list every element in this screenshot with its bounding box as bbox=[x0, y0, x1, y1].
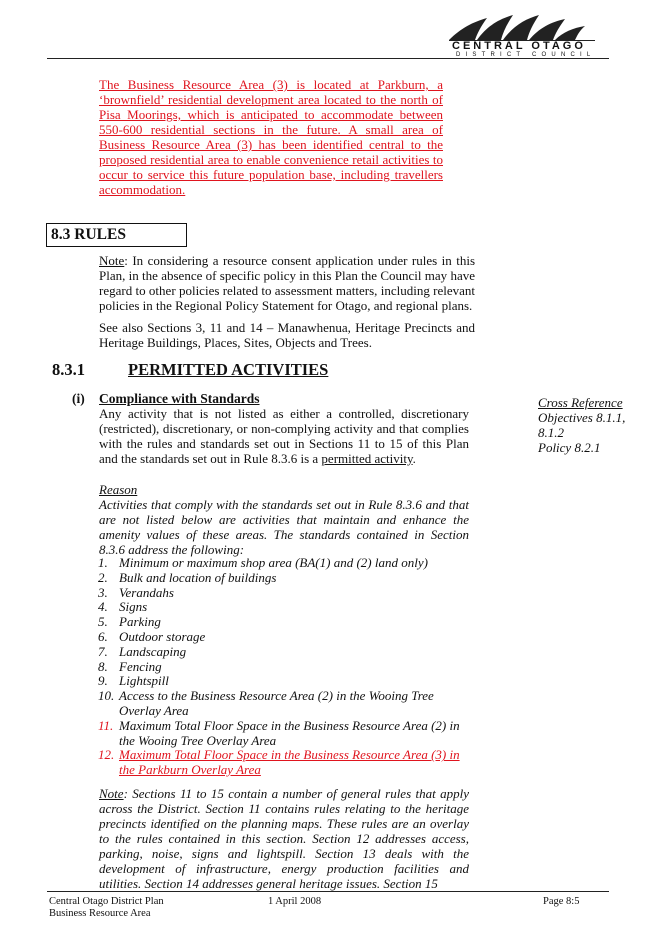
cross-reference-objectives-cont: 8.1.2 bbox=[538, 425, 564, 440]
section-8-3-1-number: 8.3.1 bbox=[52, 360, 85, 379]
list-item-number: 10. bbox=[98, 688, 115, 704]
list-item-text: Parking bbox=[119, 614, 161, 630]
list-item-number: 12. bbox=[98, 747, 115, 763]
rule-i-heading bbox=[72, 391, 260, 407]
list-item-text: Verandahs bbox=[119, 584, 174, 600]
list-item-number: 9. bbox=[98, 673, 108, 689]
list-item bbox=[98, 630, 468, 645]
list-item bbox=[98, 645, 468, 660]
cross-reference-policy: Policy 8.2.1 bbox=[538, 440, 601, 455]
footer-plan-name: Central Otago District Plan bbox=[49, 896, 164, 907]
list-item bbox=[98, 556, 468, 571]
reason-text: Activities that comply with the standards set out in Rule 8.3.6 and that are not listed below are activities that maintain and enhance the amenity values of these areas. The standards contained in Section 8.3.6 address the following: bbox=[99, 497, 469, 557]
permitted-activity-term: permitted activity bbox=[321, 451, 413, 466]
rule-i-note-label: Note bbox=[99, 786, 124, 801]
list-item bbox=[98, 689, 468, 719]
see-also-paragraph: See also Sections 3, 11 and 14 – Manawhenua, Heritage Precincts and Heritage Buildings, Places, Sites, Objects and Trees. bbox=[99, 320, 475, 350]
note-text: : In considering a resource consent application under rules in this Plan, in the absence of specific policy in this Plan the Council may have regard to other policies related to assessment matters, including relevant policies in the Regional Policy Statement for Otago, and regional plans. bbox=[99, 253, 475, 313]
list-item-text: Access to the Business Resource Area (2) in the Wooing Tree Overlay Area bbox=[119, 688, 434, 718]
section-8-3-note bbox=[99, 253, 475, 313]
rule-i-body bbox=[99, 406, 469, 466]
list-item bbox=[98, 660, 468, 675]
header-divider bbox=[47, 58, 609, 59]
list-item bbox=[98, 586, 468, 601]
rule-i-title: Compliance with Standards bbox=[99, 391, 260, 406]
list-item-number: 1. bbox=[98, 555, 108, 570]
cross-reference-label: Cross Reference bbox=[538, 395, 623, 410]
list-item-text: Maximum Total Floor Space in the Business Resource Area (2) in the Wooing Tree Overlay Area bbox=[119, 717, 460, 748]
list-item-number: 4. bbox=[98, 599, 108, 615]
reason-label: Reason bbox=[99, 482, 138, 497]
note-label: Note bbox=[99, 253, 125, 268]
list-item-number: 3. bbox=[98, 584, 108, 600]
section-8-3-1-heading bbox=[52, 360, 328, 380]
section-8-3-title: 8.3 RULES bbox=[51, 226, 126, 243]
rule-i-note bbox=[99, 786, 469, 891]
footer-left bbox=[49, 896, 164, 920]
rule-i-number: (i) bbox=[72, 391, 85, 406]
list-item bbox=[98, 600, 468, 615]
list-item-number: 11. bbox=[98, 717, 114, 733]
standards-list bbox=[98, 556, 468, 778]
list-item bbox=[98, 719, 468, 749]
rule-i-body-start: Any activity that is not listed as either a controlled, discretionary (restricted), discretionary, or non-complying activity and that complies with the rules and standards set out in Sections 11 to 15 of this Plan and the standards set out in Rule 8.3.6 is a bbox=[99, 406, 469, 466]
rule-i-note-text: : Sections 11 to 15 contain a number of general rules that apply across the District. Section 11 contains rules relating to the heritage precincts identified on the planning maps. These rules are an overlay to the rules contained in this section. Section 12 addresses access, parking, noise, signs and lightspill. Section 13 deals with the development of infrastructure, energy production facilities and utilities. Section 14 addresses general heritage issues. Section 15 bbox=[99, 786, 469, 891]
footer-divider bbox=[47, 891, 609, 892]
list-item-number: 5. bbox=[98, 614, 108, 630]
list-item-text: Outdoor storage bbox=[119, 628, 206, 644]
rule-i-body-end: . bbox=[412, 451, 416, 466]
list-item-number: 6. bbox=[98, 628, 108, 644]
list-item bbox=[98, 571, 468, 586]
cross-reference bbox=[538, 395, 638, 455]
list-item-number: 2. bbox=[98, 569, 108, 585]
list-item bbox=[98, 674, 468, 689]
logo-wordmark: CENTRAL OTAGO bbox=[452, 40, 586, 52]
logo-subtitle: DISTRICT COUNCIL bbox=[456, 52, 596, 58]
list-item-number: 7. bbox=[98, 643, 108, 659]
list-item bbox=[98, 615, 468, 630]
section-8-3-1-title: PERMITTED ACTIVITIES bbox=[128, 360, 329, 379]
footer-area-name: Business Resource Area bbox=[49, 908, 151, 919]
list-item-text: Maximum Total Floor Space in the Business Resource Area (3) in the Parkburn Overlay Area bbox=[119, 747, 460, 778]
list-item bbox=[98, 748, 468, 778]
list-item-text: Bulk and location of buildings bbox=[119, 569, 277, 585]
section-8-3-box bbox=[46, 223, 187, 247]
footer-date: 1 April 2008 bbox=[268, 896, 322, 907]
cross-reference-objectives: Objectives 8.1.1, bbox=[538, 410, 626, 425]
list-item-text: Fencing bbox=[119, 658, 162, 674]
list-item-number: 8. bbox=[98, 658, 108, 674]
list-item-text: Lightspill bbox=[119, 673, 169, 689]
list-item-text: Landscaping bbox=[119, 643, 187, 659]
list-item-text: Minimum or maximum shop area (BA(1) and (2) land only) bbox=[119, 555, 428, 570]
list-item-text: Signs bbox=[119, 599, 148, 615]
intro-paragraph: The Business Resource Area (3) is located at Parkburn, a ‘brownfield’ residential development area located to the north of Pisa Moorings, which is anticipated to accommodate between 550-600 residential sections in the future. A small area of Business Resource Area (3) has been identified central to the proposed residential area to enable convenience retail activities to occur to service this future population base, including travellers accommodation. bbox=[99, 77, 443, 197]
footer-page-number: Page 8:5 bbox=[543, 896, 580, 907]
